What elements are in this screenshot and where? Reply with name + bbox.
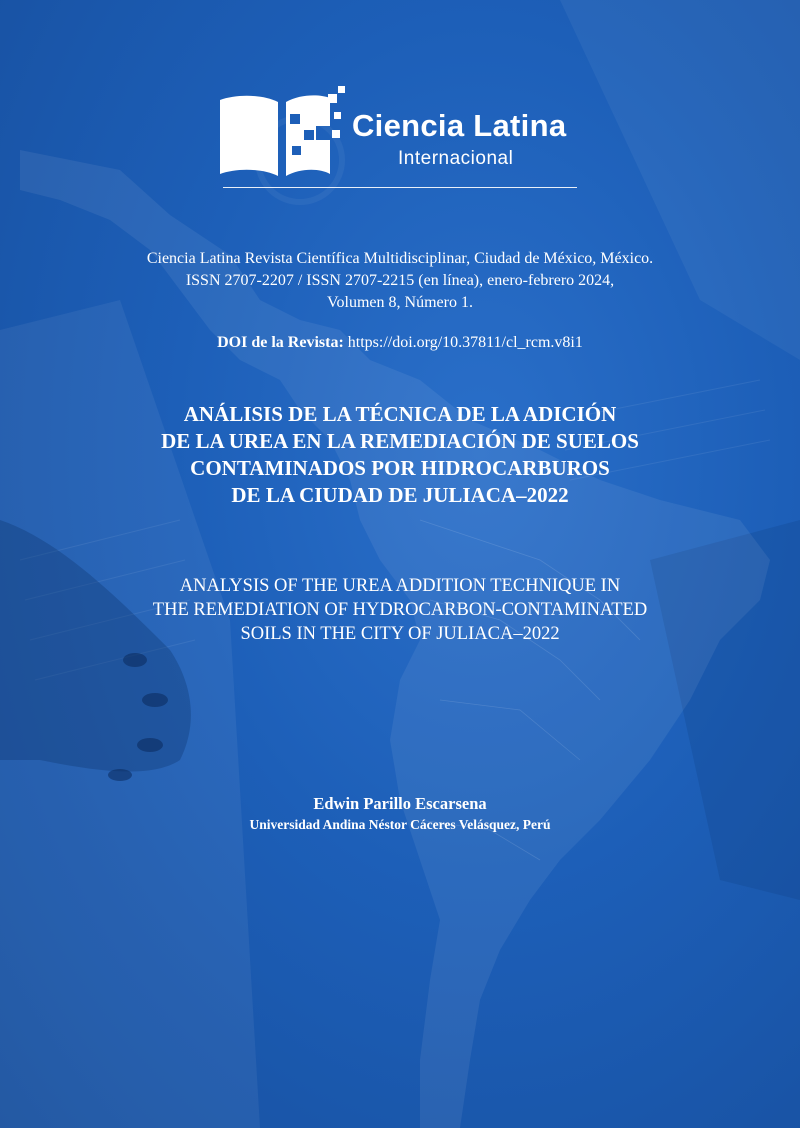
title-english-line: SOILS IN THE CITY OF JULIACA–2022 [240, 624, 560, 644]
journal-info [40, 248, 760, 314]
doi-line [40, 332, 760, 354]
title-spanish [40, 401, 760, 509]
journal-name-line: Ciencia Latina Revista Científica Multidisciplinar, Ciudad de México, México. [146, 250, 654, 267]
doi-label: DOI de la Revista: [217, 334, 344, 351]
journal-logo [220, 86, 580, 190]
title-spanish-line: CONTAMINADOS POR HIDROCARBUROS [190, 456, 610, 480]
title-spanish-line: DE LA CIUDAD DE JULIACA–2022 [231, 483, 569, 507]
doi-link[interactable]: https://doi.org/10.37811/cl_rcm.v8i1 [347, 334, 583, 351]
journal-issn-line: ISSN 2707-2207 / ISSN 2707-2215 (en línea), enero-febrero 2024, [185, 272, 615, 289]
title-english-line: THE REMEDIATION OF HYDROCARBON-CONTAMINATED [152, 600, 648, 620]
journal-volume-line: Volumen 8, Número 1. [327, 294, 473, 311]
title-spanish-line: ANÁLISIS DE LA TÉCNICA DE LA ADICIÓN [183, 402, 617, 426]
logo-divider [223, 187, 577, 188]
book-icon [220, 86, 350, 186]
title-english [40, 574, 760, 646]
author-affiliation: Universidad Andina Néstor Cáceres Velásquez, Perú [249, 817, 551, 832]
title-spanish-line: DE LA UREA EN LA REMEDIACIÓN DE SUELOS [161, 429, 639, 453]
logo-subtitle: Internacional [398, 148, 514, 169]
author-name: Edwin Parillo Escarsena [313, 794, 487, 813]
logo-brand-name: Ciencia Latina [352, 108, 567, 143]
title-english-line: ANALYSIS OF THE UREA ADDITION TECHNIQUE IN [179, 576, 621, 596]
